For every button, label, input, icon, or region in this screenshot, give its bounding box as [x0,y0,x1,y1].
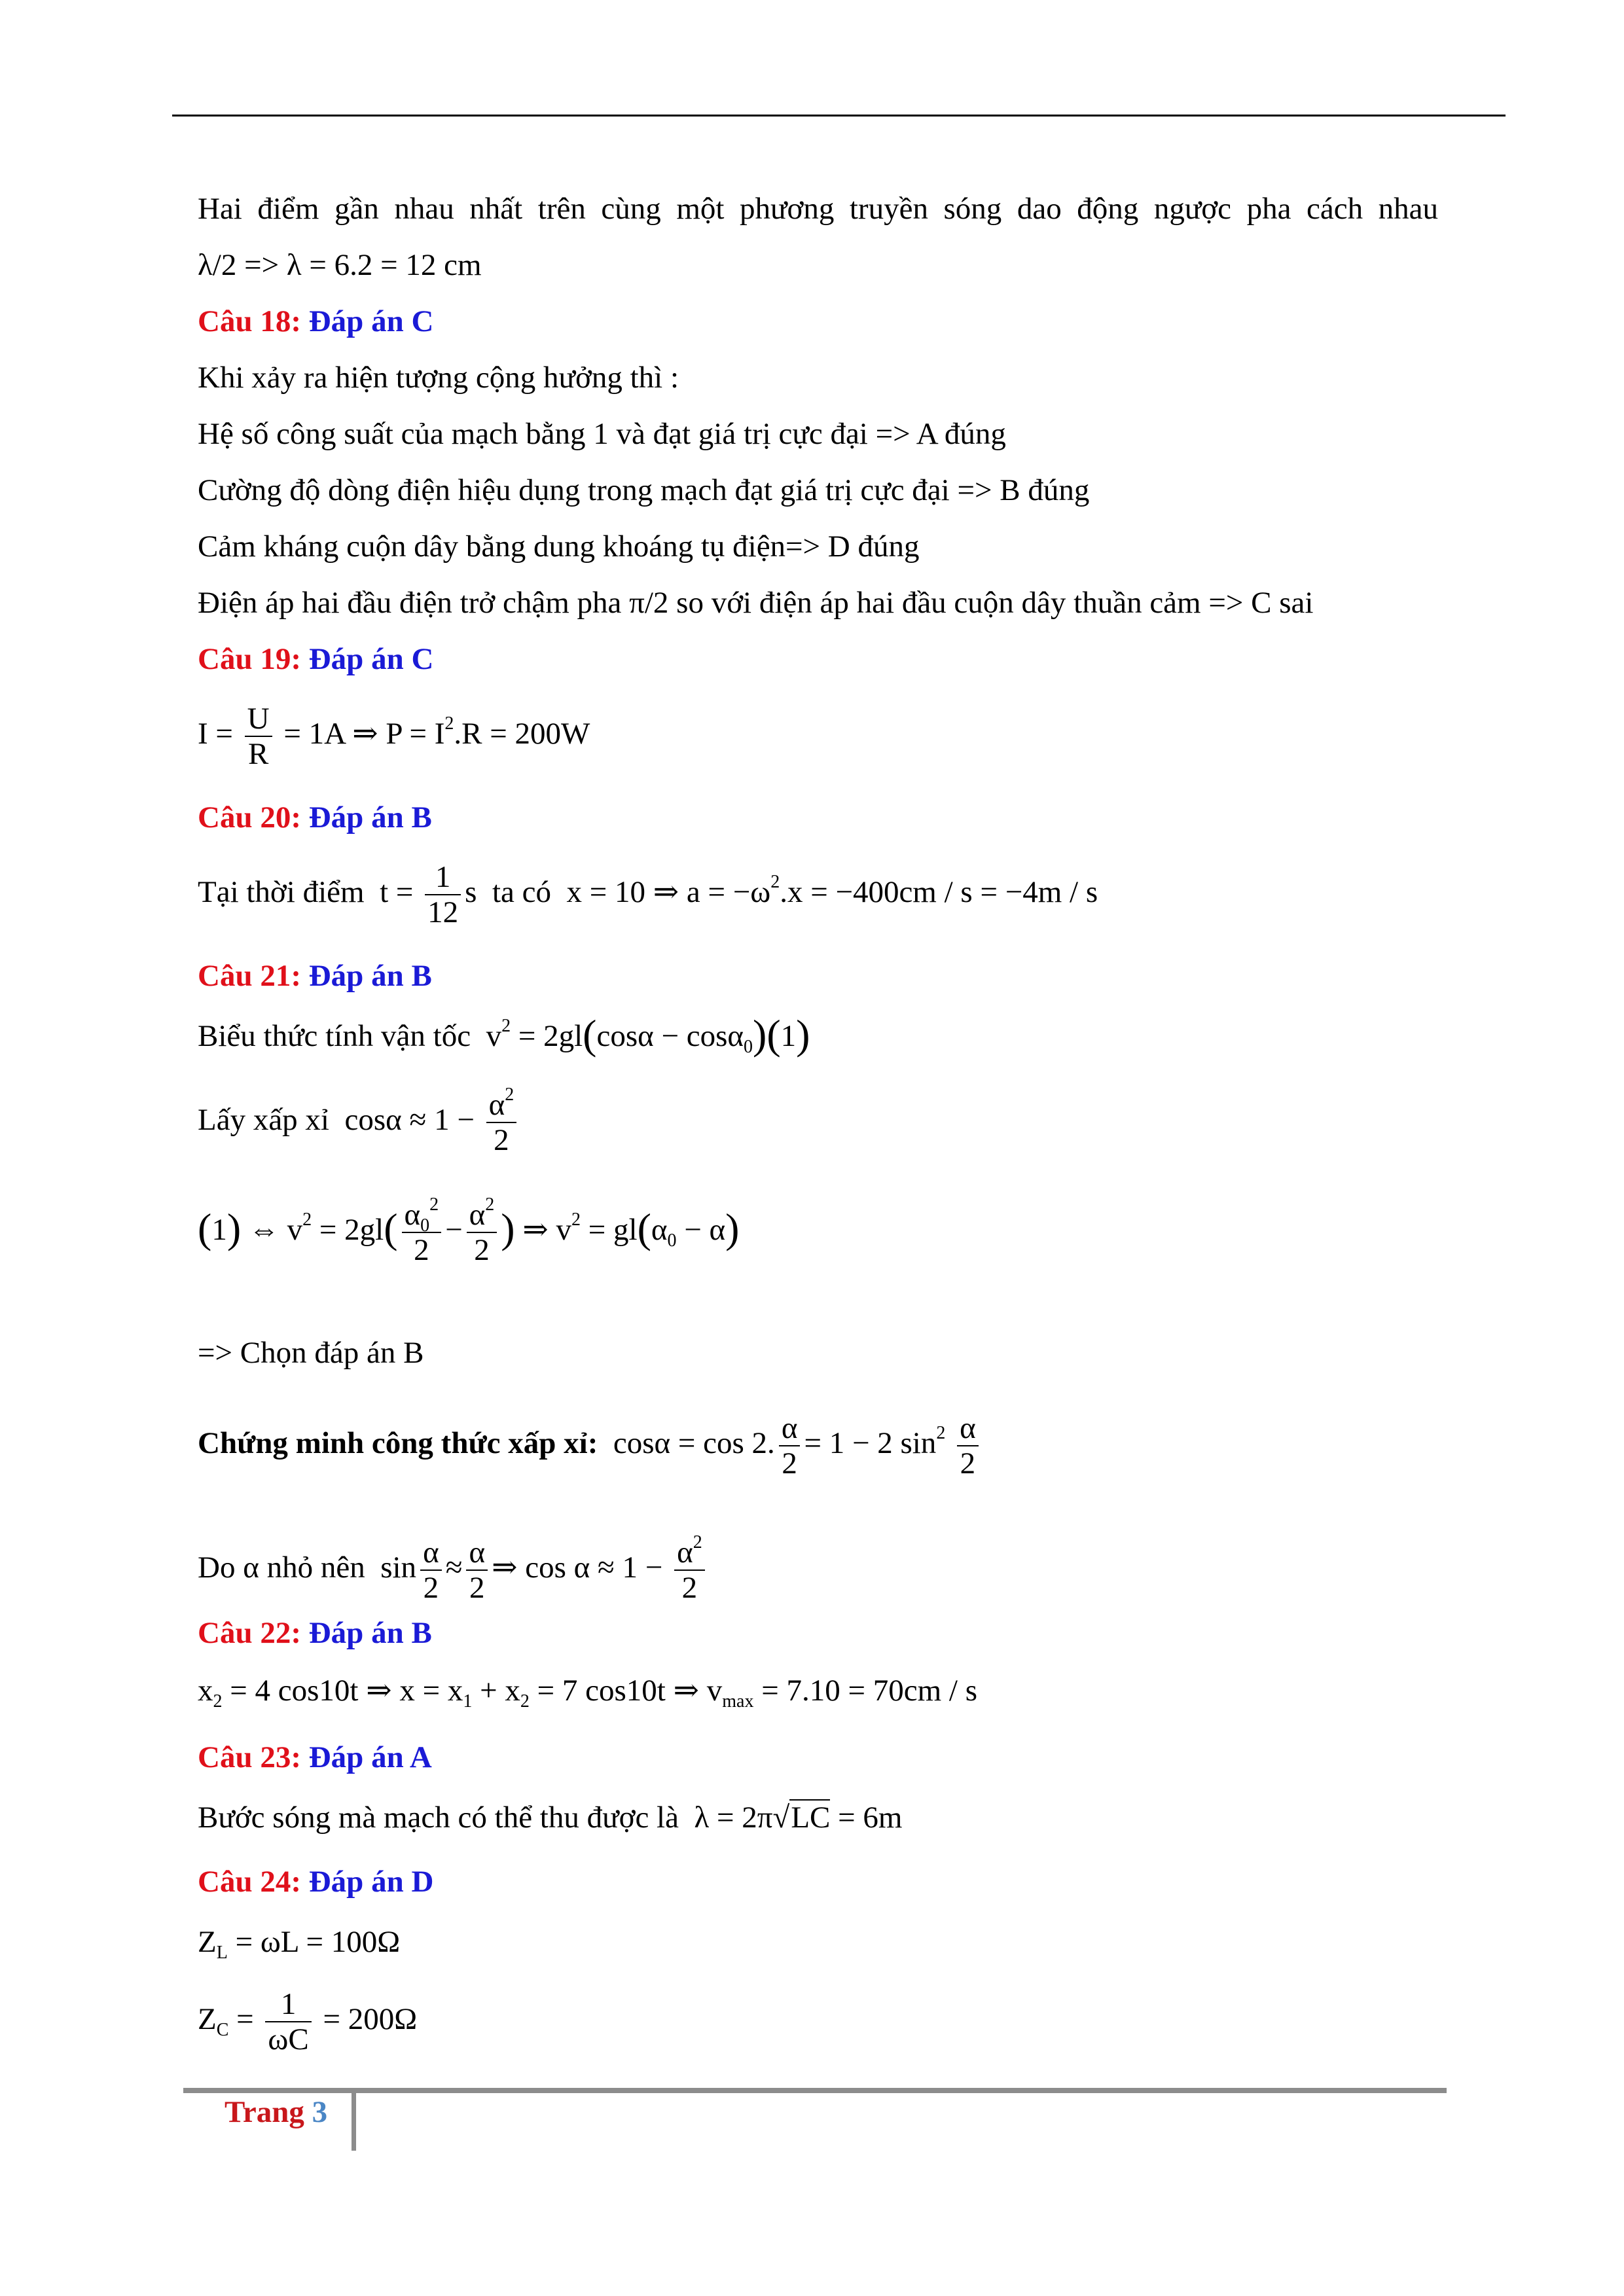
q22-formula: $x_2 = 4$ cos10t ⇒ $x = x_1 + x_2 = 7$ cos10t ⇒ $v_{max} = 7.10 = 70cm / s$ [198,1674,977,1712]
footer-rule [183,2088,1447,2093]
intro-line-2: λ/2 => λ = 6.2 = 12 cm [198,248,482,282]
footer-divider [352,2093,356,2151]
q21-approx-formula: Lấy xấp xỉ cosα ≈ 1 − $\frac{\alpha^2}{2}$ [198,1088,520,1157]
q21-velocity-formula: Biểu thức tính vận tốc $v^2 = 2gl(\cos\alpha - \cos\alpha_0)(1)$ [198,1011,810,1058]
question-21-heading: Câu 21: Đáp án B [198,959,432,993]
q18-line-4: Cảm kháng cuộn dây bằng dung khoáng tụ điện=> D đúng [198,529,920,564]
intro-line-1: Hai điểm gần nhau nhất trên cùng một phương truyền sóng dao động ngược pha cách nhau [198,192,1438,226]
q20-formula: Tại thời điểm t = $\frac{1}{12}$ s ta có x = 10 ⇒ $a = -\omega^2.x = -400cm / s = -4m / s$ [198,860,1098,929]
question-22-heading: Câu 22: Đáp án B [198,1616,432,1650]
q19-formula: I = $\frac{U}{R}$ = 1A ⇒ $P = I^2.R = 200W$ [198,702,590,771]
q21-conclusion: => Chọn đáp án B [198,1336,424,1370]
q18-line-5: Điện áp hai đầu điện trở chậm pha π/2 so với điện áp hai đầu cuộn dây thuần cảm => C sai [198,586,1314,620]
q21-small-angle: Do α nhỏ nên sin $\frac{\alpha}{2}$ ≈ $\frac{\alpha}{2}$ ⇒ cos α ≈ 1 − $\frac{\alpha^2}{2}$ [198,1535,709,1605]
question-20-heading: Câu 20: Đáp án B [198,800,432,834]
q23-formula: Bước sóng mà mạch có thể thu được là λ = 2π√LC = 6m [198,1801,903,1835]
q21-derivation: (1) ⇔ $v^2 = 2gl$( $\frac{\alpha_0^2}{2}$ − $\frac{\alpha^2}{2}$ ) ⇒ $v^2 = gl(\alpha_0 - \alpha)$ [198,1194,740,1267]
question-19-heading: Câu 19: Đáp án C [198,642,434,676]
header-rule [172,115,1506,117]
page-number: 3 [312,2095,328,2129]
page-footer [225,2094,327,2130]
question-23-heading: Câu 23: Đáp án A [198,1740,432,1774]
q18-line-1: Khi xảy ra hiện tượng cộng hưởng thì : [198,361,679,395]
q18-line-3: Cường độ dòng điện hiệu dụng trong mạch đạt giá trị cực đại => B đúng [198,473,1090,507]
q18-line-2: Hệ số công suất của mạch bằng 1 và đạt giá trị cực đại => A đúng [198,417,1006,451]
q21-proof: Chứng minh công thức xấp xỉ: cosα = cos 2. $\frac{\alpha}{2}$ = 1 − 2 $\sin^2$ $\frac{\alpha}{2}$ [198,1411,983,1480]
question-24-heading: Câu 24: Đáp án D [198,1865,434,1899]
q24-zl-formula: $Z_L = \omega L = 100\Omega$ [198,1925,401,1963]
q24-zc-formula: $Z_C$ = $\frac{1}{\omega C}$ = 200Ω [198,1987,418,2056]
question-18-heading: Câu 18: Đáp án C [198,304,434,338]
footer-label: Trang [225,2095,304,2129]
